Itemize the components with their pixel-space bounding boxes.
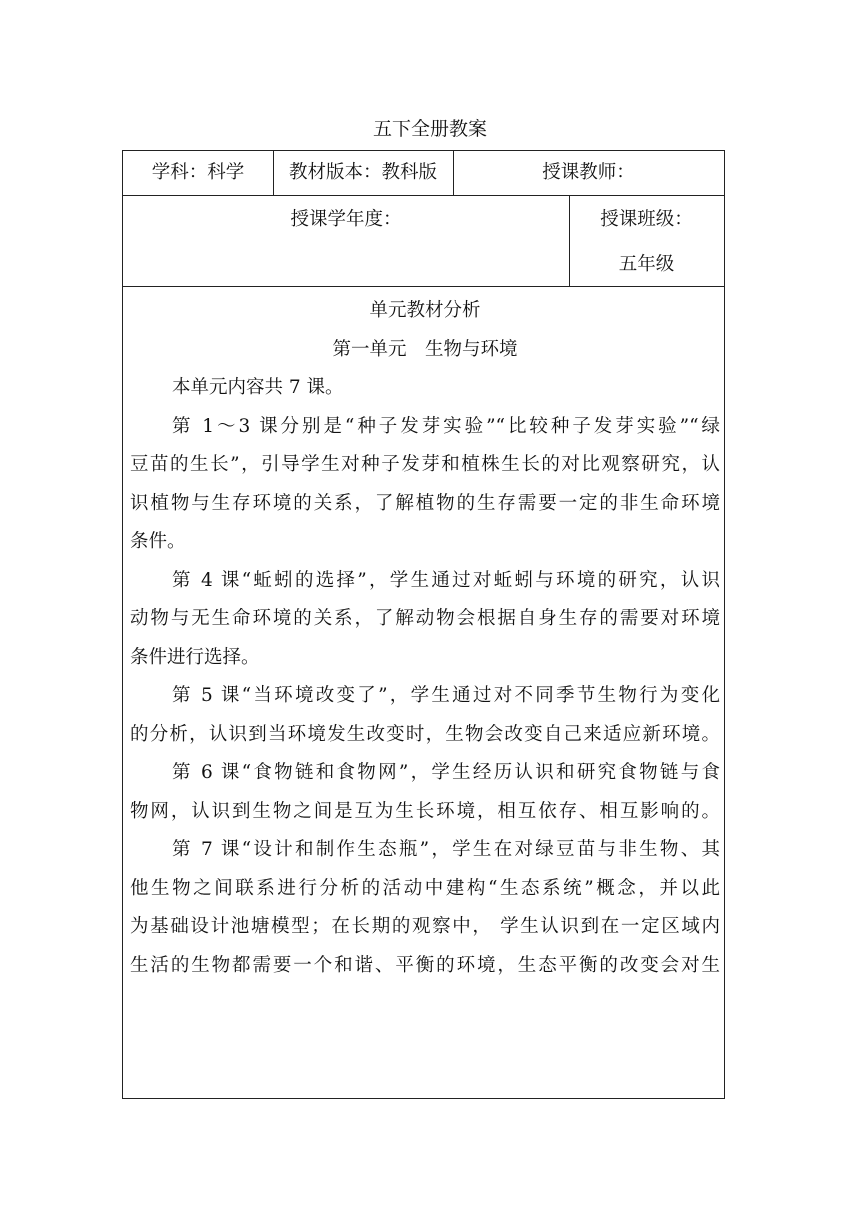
- text-line: 条件进行选择。: [130, 646, 260, 668]
- unit-title: 第一单元 生物与环境: [332, 338, 518, 360]
- text-line: 识植物与生存环境的关系，了解植物的生存需要一定的非生命环境: [130, 492, 720, 514]
- unit-analysis-content: [130, 296, 720, 989]
- text-line: 豆苗的生长”，引导学生对种子发芽和植株生长的对比观察研究，认: [130, 454, 720, 475]
- text-line: 物网，认识到生物之间是互为生长环境，相互依存、相互影响的。: [130, 800, 720, 822]
- teacher-cell: 授课教师：: [542, 162, 635, 183]
- school-year-cell: 授课学年度：: [290, 209, 402, 230]
- class-label: 授课班级：: [600, 209, 693, 230]
- row-divider: [123, 286, 724, 287]
- text-line: 第 7 课“设计和制作生态瓶”，学生在对绿豆苗与非生物、其: [172, 839, 720, 860]
- textbook-version-cell: 教材版本：教科版: [288, 162, 437, 183]
- text-line: 第 4 课“蚯蚓的选择”，学生通过对蚯蚓与环境的研究，认识: [172, 569, 720, 591]
- text-line: 第 6 课“食物链和食物网”，学生经历认识和研究食物链与食: [172, 762, 720, 783]
- text-line: 他生物之间联系进行分析的活动中建构“生态系统”概念，并以此: [130, 877, 720, 899]
- text-line: 本单元内容共 7 课。: [172, 377, 344, 398]
- text-line: 为基础设计池塘模型；在长期的观察中， 学生认识到在一定区域内: [130, 916, 720, 937]
- text-line: 的分析，认识到当环境发生改变时，生物会改变自己来适应新环境。: [130, 723, 720, 745]
- subject-cell: 学科：科学: [151, 162, 245, 183]
- text-line: 条件。: [130, 531, 186, 552]
- class-value: 五年级: [618, 254, 675, 275]
- section-title: 单元教材分析: [369, 300, 481, 321]
- document-title: 五下全册教案: [372, 118, 487, 140]
- text-line: 生活的生物都需要一个和谐、平衡的环境，生态平衡的改变会对生: [130, 954, 720, 976]
- text-line: 动物与无生命环境的关系，了解动物会根据自身生存的需要对环境: [130, 608, 720, 629]
- text-line: 第 1～3 课分别是“种子发芽实验”“比较种子发芽实验”“绿: [172, 415, 720, 437]
- text-line: 第 5 课“当环境改变了”，学生通过对不同季节生物行为变化: [172, 685, 720, 706]
- row-divider: [123, 195, 724, 196]
